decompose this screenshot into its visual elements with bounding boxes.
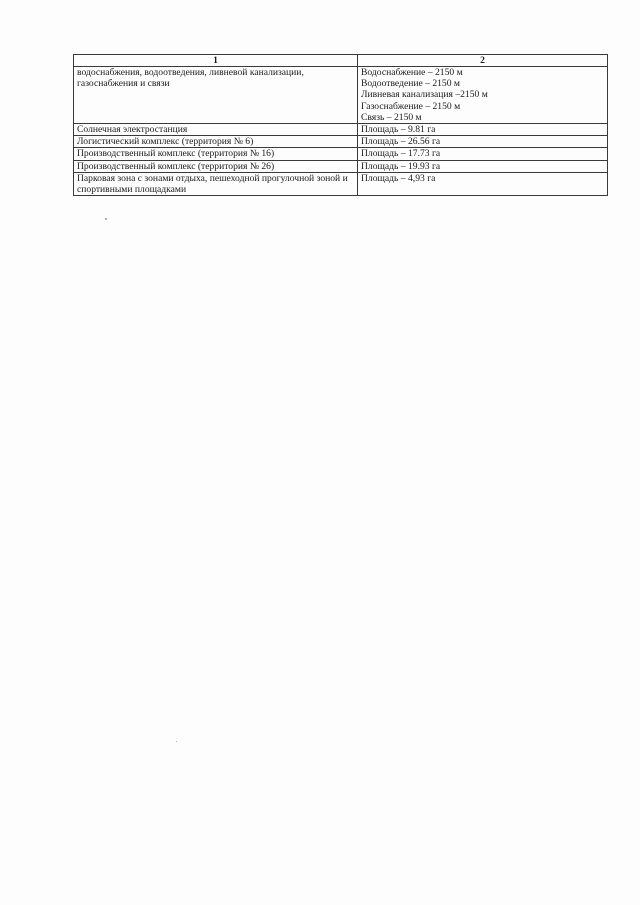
object-name-cell: Производственный комплекс (территория № 26) <box>74 160 358 172</box>
table-row <box>74 148 608 160</box>
object-value-cell: Площадь – 4,93 га <box>358 172 608 195</box>
table-row <box>74 124 608 136</box>
value-line: Связь – 2150 м <box>361 111 422 123</box>
table-row <box>74 160 608 172</box>
object-value-cell: Площадь – 26.56 га <box>358 136 608 148</box>
object-name-cell: Солнечная электростанция <box>74 124 358 136</box>
scan-speck <box>176 741 177 742</box>
value-line: Ливневая канализация –2150 м <box>361 89 488 101</box>
value-line: Водоотведение – 2150 м <box>361 78 460 90</box>
object-name-cell: водоснабжения, водоотведения, ливневой канализации, газоснабжения и связи <box>74 67 358 124</box>
table-row <box>74 136 608 148</box>
object-name-cell: Производственный комплекс (территория № 16) <box>74 148 358 160</box>
object-value-cell: Площадь – 9.81 га <box>358 124 608 136</box>
table-row <box>74 172 608 195</box>
object-value-cell: Площадь – 17.73 га <box>358 148 608 160</box>
object-value-cell: Площадь – 19.93 га <box>358 160 608 172</box>
object-name-cell: Логистический комплекс (территория № 6) <box>74 136 358 148</box>
column-header-1: 1 <box>74 55 358 67</box>
object-name-cell: Парковая зона с зонами отдыха, пешеходной прогулочной зоной и спортивными площадками <box>74 172 358 195</box>
value-line: Газоснабжение – 2150 м <box>361 100 461 112</box>
scan-speck <box>105 218 107 220</box>
table-header-row <box>74 55 608 67</box>
infrastructure-table <box>73 54 608 196</box>
column-header-2: 2 <box>358 55 608 67</box>
object-value-cell <box>358 67 608 124</box>
table-row <box>74 67 608 124</box>
value-line: Водоснабжение – 2150 м <box>361 67 463 78</box>
